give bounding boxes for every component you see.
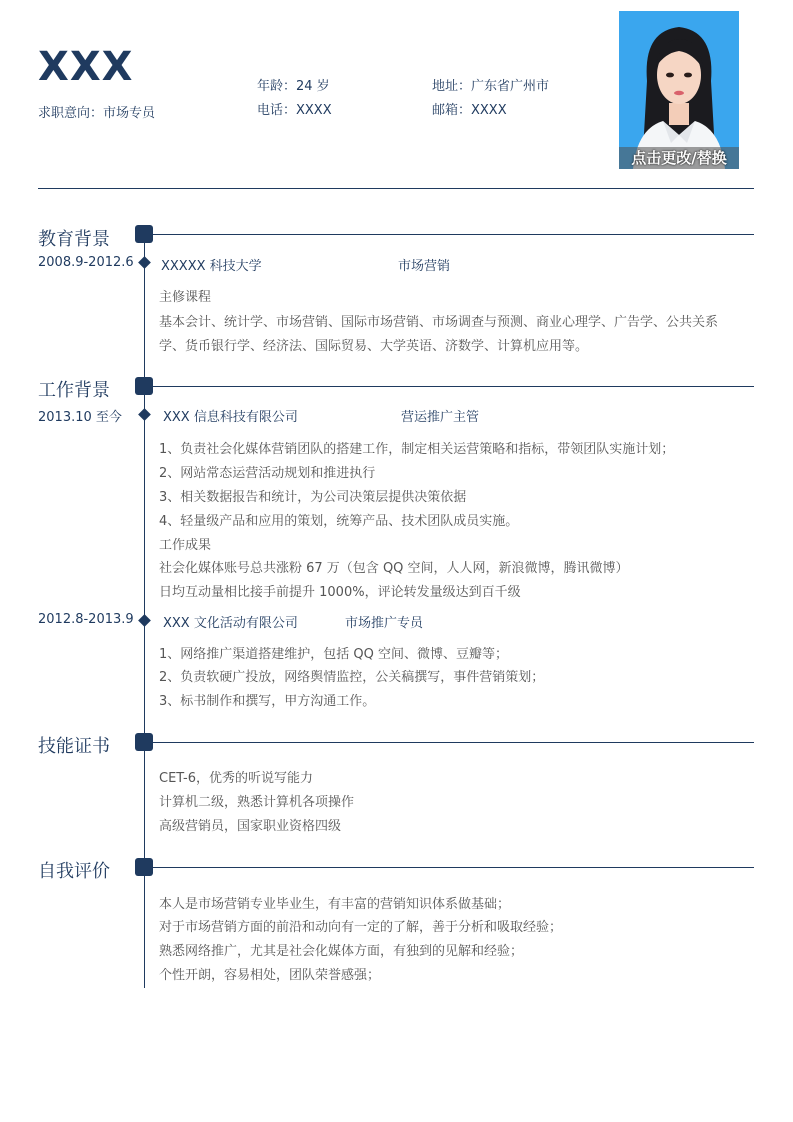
text-line: 计算机二级，熟悉计算机各项操作 — [159, 795, 355, 810]
email-field: 邮箱：XXXX — [432, 103, 507, 118]
address-field: 地址：广东省广州市 — [432, 79, 550, 94]
age-field: 年龄：24 岁 — [257, 79, 330, 94]
text-line: CET-6，优秀的听说写能力 — [159, 771, 314, 786]
text-line: 学、货币银行学、经济法、国际贸易、大学英语、济数学、计算机应用等。 — [159, 339, 589, 354]
text-line: 主修课程 — [159, 290, 212, 305]
job-objective: 求职意向：市场专员 — [38, 106, 156, 121]
text-line: 个性开朗，容易相处，团队荣誉感强； — [159, 968, 381, 983]
entry-date: 2013.10 至今 — [38, 410, 122, 425]
section-title-education: 教育背景 — [38, 229, 110, 250]
section-rule — [153, 234, 754, 235]
text-line: 工作成果 — [159, 538, 212, 553]
text-line: 3、相关数据报告和统计，为公司决策层提供决策依据 — [159, 490, 467, 505]
company-name: XXX 文化活动有限公司 — [163, 616, 298, 631]
text-line: 社会化媒体账号总共涨粉 67 万（包含 QQ 空间，人人网，新浪微博，腾讯微博） — [159, 561, 629, 576]
major-name: 市场营销 — [398, 259, 451, 274]
section-title-self-eval: 自我评价 — [38, 861, 110, 882]
text-line: 4、轻量级产品和应用的策划，统筹产品、技术团队成员实施。 — [159, 514, 519, 529]
text-line: 3、标书制作和撰写，甲方沟通工作。 — [159, 694, 376, 709]
section-title-work: 工作背景 — [38, 380, 110, 401]
timeline-diamond — [138, 614, 151, 627]
phone-field: 电话：XXXX — [257, 103, 332, 118]
header-divider — [38, 188, 754, 189]
portrait-illustration — [619, 11, 739, 169]
photo-change-label[interactable]: 点击更改/替换 — [619, 147, 739, 169]
entry-date: 2012.8-2013.9 — [38, 612, 134, 627]
job-title: 市场推广专员 — [345, 616, 424, 631]
text-line: 高级营销员，国家职业资格四级 — [159, 819, 342, 834]
company-name: XXX 信息科技有限公司 — [163, 410, 298, 425]
text-line: 1、网络推广渠道搭建维护，包括 QQ 空间、微博、豆瓣等； — [159, 647, 509, 662]
timeline-diamond — [138, 256, 151, 269]
section-rule — [153, 867, 754, 868]
school-name: XXXXX 科技大学 — [161, 259, 262, 274]
entry-date: 2008.9-2012.6 — [38, 255, 134, 270]
text-line: 本人是市场营销专业毕业生，有丰富的营销知识体系做基础； — [159, 897, 511, 912]
text-line: 基本会计、统计学、市场营销、国际市场营销、市场调查与预测、商业心理学、广告学、公共关系 — [159, 315, 719, 330]
section-rule — [153, 386, 754, 387]
section-marker — [135, 858, 153, 876]
section-marker — [135, 377, 153, 395]
section-title-skills: 技能证书 — [38, 736, 110, 757]
text-line: 熟悉网络推广，尤其是社会化媒体方面，有独到的见解和经验； — [159, 944, 524, 959]
section-marker — [135, 225, 153, 243]
candidate-name: XXX — [38, 44, 134, 90]
job-title: 营运推广主管 — [401, 410, 480, 425]
timeline-diamond — [138, 408, 151, 421]
text-line: 对于市场营销方面的前沿和动向有一定的了解，善于分析和吸取经验； — [159, 920, 563, 935]
text-line: 2、网站常态运营活动规划和推进执行 — [159, 466, 376, 481]
section-rule — [153, 742, 754, 743]
text-line: 1、负责社会化媒体营销团队的搭建工作，制定相关运营策略和指标，带领团队实施计划； — [159, 442, 675, 457]
text-line: 2、负责软硬广投放，网络舆情监控，公关稿撰写，事件营销策划； — [159, 670, 545, 685]
text-line: 日均互动量相比接手前提升 1000%，评论转发量级达到百千级 — [159, 585, 521, 600]
profile-photo[interactable] — [619, 11, 739, 169]
section-marker — [135, 733, 153, 751]
